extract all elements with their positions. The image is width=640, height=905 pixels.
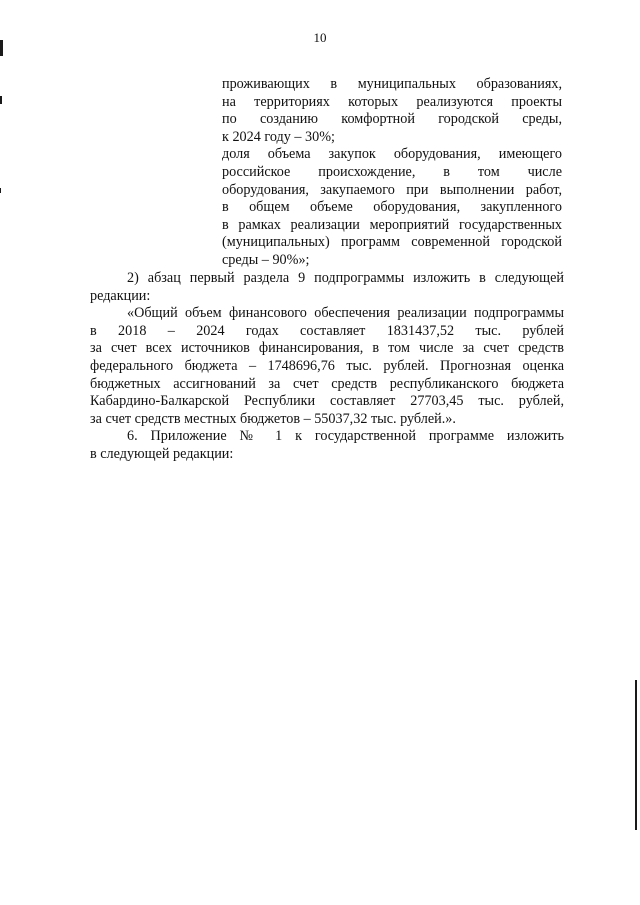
- quote-line: в общем объеме оборудования, закупленного: [222, 199, 562, 216]
- body-line: федерального бюджета – 1748696,76 тыс. рублей. Прогнозная оценка: [90, 357, 564, 374]
- quote-line: к 2024 году – 30%;: [222, 128, 335, 145]
- body-line: бюджетных ассигнований за счет средств республиканского бюджета: [90, 375, 564, 392]
- body-line: за счет всех источников финансирования, в том числе за счет средств: [90, 340, 564, 357]
- page-number: 10: [313, 30, 327, 45]
- quote-line: российское происхождение, в том числе: [222, 163, 562, 180]
- scan-edge-mark: [635, 680, 637, 830]
- body-line: за счет средств местных бюджетов – 55037,32 тыс. рублей.».: [90, 410, 456, 427]
- quote-line: доля объема закупок оборудования, имеющего: [222, 146, 562, 163]
- quote-line: проживающих в муниципальных образованиях,: [222, 76, 562, 92]
- scan-edge-mark: [0, 40, 3, 56]
- document-body: [90, 270, 564, 464]
- quote-line: (муниципальных) программ современной городской: [222, 234, 562, 251]
- body-line: в следующей редакции:: [90, 445, 234, 462]
- quote-line: оборудования, закупаемого при выполнении работ,: [222, 181, 562, 198]
- quote-line: среды – 90%»;: [222, 251, 310, 268]
- quoted-indicators-block: [222, 76, 562, 270]
- body-line: 6. Приложение № 1 к государственной программе изложить: [127, 428, 564, 445]
- scan-edge-mark: [0, 96, 2, 104]
- scan-edge-mark: [0, 188, 1, 193]
- quote-line: в рамках реализации мероприятий государственных: [222, 216, 562, 233]
- body-line: «Общий объем финансового обеспечения реализации подпрограммы: [127, 305, 564, 322]
- body-line: Кабардино-Балкарской Республики составляет 27703,45 тыс. рублей,: [90, 393, 564, 410]
- body-line: в 2018 – 2024 годах составляет 1831437,52 тыс. рублей: [90, 322, 564, 339]
- body-line: 2) абзац первый раздела 9 подпрограммы изложить в следующей: [127, 270, 564, 286]
- quote-line: на территориях которых реализуются проекты: [222, 93, 562, 110]
- quote-line: по созданию комфортной городской среды,: [222, 111, 562, 128]
- body-line: редакции:: [90, 287, 151, 304]
